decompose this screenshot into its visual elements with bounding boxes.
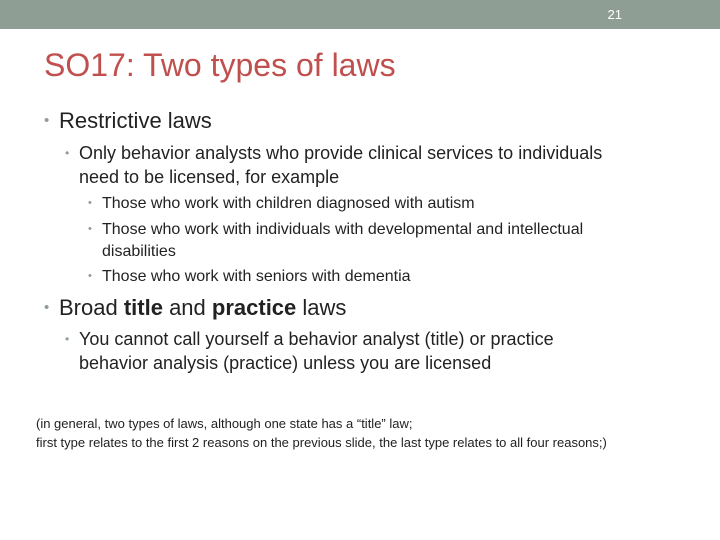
bullet-dot-icon: • (44, 112, 50, 129)
bullet-dot-icon: • (88, 270, 92, 282)
example-autism: • Those who work with children diagnosed with autism (88, 192, 475, 215)
bullet-dot-icon: • (65, 146, 70, 160)
bullet-dot-icon: • (44, 299, 50, 316)
bullet-broad-laws: • Broad title and practice laws (44, 295, 347, 320)
sub-bullet-line-2: need to be licensed, for example (79, 167, 340, 187)
sub-bullet-line-1: Only behavior analysts who provide clinical services to individuals (79, 143, 603, 163)
sub-bullet-clinical-services (65, 141, 602, 189)
bullet-restrictive-laws (44, 108, 212, 134)
slide-title: SO17: Two types of laws (44, 47, 396, 83)
bullet-dot-icon: • (88, 197, 92, 209)
example-seniors-dementia: • Those who work with seniors with dementia (88, 265, 411, 288)
footnote (36, 414, 607, 452)
header-bar (0, 0, 720, 29)
sub-bullet-licensed: • You cannot call yourself a behavior analyst (title) or practice behavior analysis (practice) unless you are licensed (65, 329, 554, 373)
bold-practice-word: practice (211, 295, 297, 320)
example-developmental-disabilities: • Those who work with individuals with developmental and intellectual disabilities (88, 218, 583, 263)
bullet-dot-icon: • (65, 332, 70, 346)
footnote-line-2: first type relates to the first 2 reasons on the previous slide, the last type relates to all four reasons;) (36, 435, 607, 450)
footnote-line-1: (in general, two types of laws, although one state has a “title” law; (36, 416, 413, 431)
bold-title-word: title (123, 295, 163, 320)
bullet-label: Restrictive laws (59, 108, 212, 133)
slide-number: 21 (607, 7, 622, 22)
bullet-dot-icon: • (88, 223, 92, 235)
